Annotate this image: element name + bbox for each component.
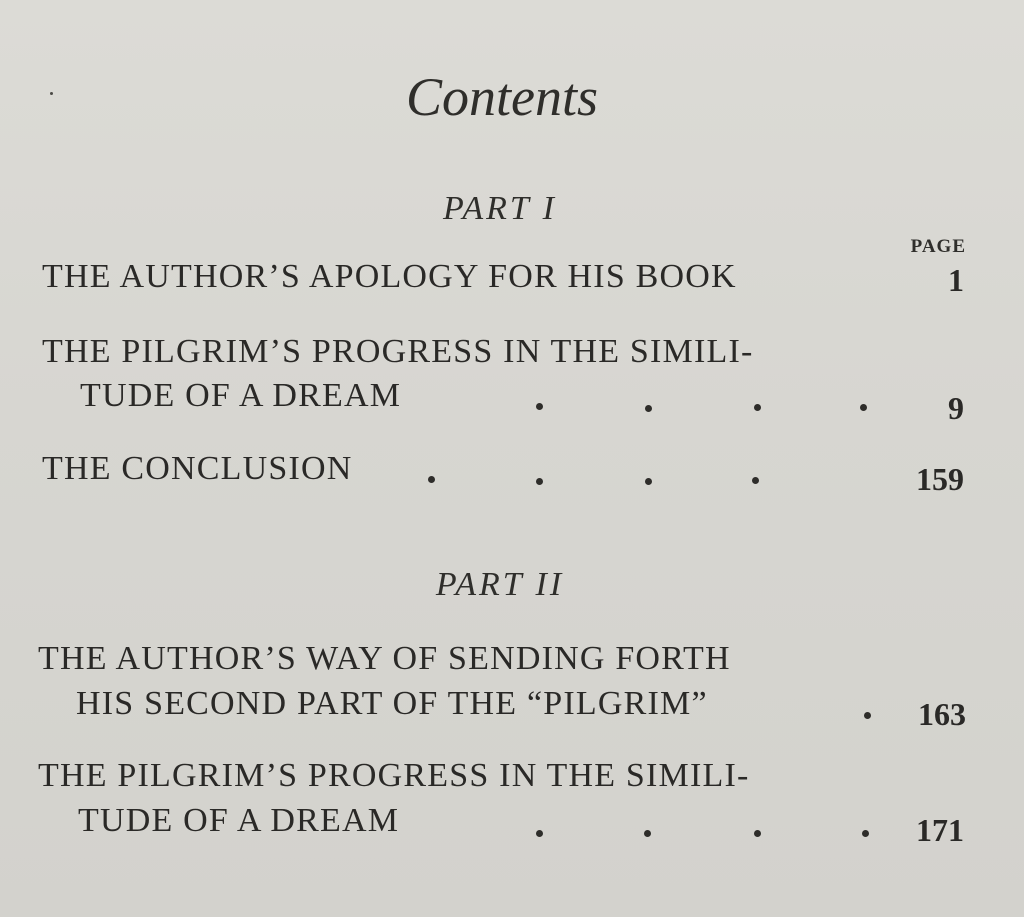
toc-entry-progress-part2-line1: THE PILGRIM’S PROGRESS IN THE SIMILI- [38,757,750,794]
leader-dot [536,830,543,837]
leader-dot [428,476,435,483]
leader-dot [536,478,543,485]
toc-entry-progress-part1-line2: TUDE OF A DREAM [80,377,402,414]
toc-entry-progress-part1-line1: THE PILGRIM’S PROGRESS IN THE SIMILI- [42,333,754,370]
toc-entry-progress-part2-line2: TUDE OF A DREAM [78,802,400,839]
page-column-label: PAGE [910,236,966,257]
leader-dot [754,830,761,837]
toc-page-progress-part1: 9 [948,390,964,426]
toc-entry-conclusion: THE CONCLUSION [42,450,353,487]
part-heading-2: PART II [435,566,565,603]
leader-dot [644,830,651,837]
toc-entry-way-line2: HIS SECOND PART OF THE “PILGRIM” [76,685,708,722]
toc-page-conclusion: 159 [916,461,964,497]
leader-dot [860,404,867,411]
part-heading-1: PART I [442,190,558,227]
toc-entry-way-line1: THE AUTHOR’S WAY OF SENDING FORTH [38,640,731,677]
page-title: Contents [405,67,598,127]
leader-dot [752,477,759,484]
leader-dot [864,712,871,719]
paper-speck [50,92,53,95]
toc-entry-apology: THE AUTHOR’S APOLOGY FOR HIS BOOK [42,258,737,295]
leader-dot [862,830,869,837]
leader-dot [754,404,761,411]
leader-dot [645,405,652,412]
toc-page-apology: 1 [948,262,964,298]
toc-page-progress-part2: 171 [916,812,964,848]
leader-dot [536,403,543,410]
toc-page-way: 163 [918,696,966,732]
leader-dot [645,478,652,485]
